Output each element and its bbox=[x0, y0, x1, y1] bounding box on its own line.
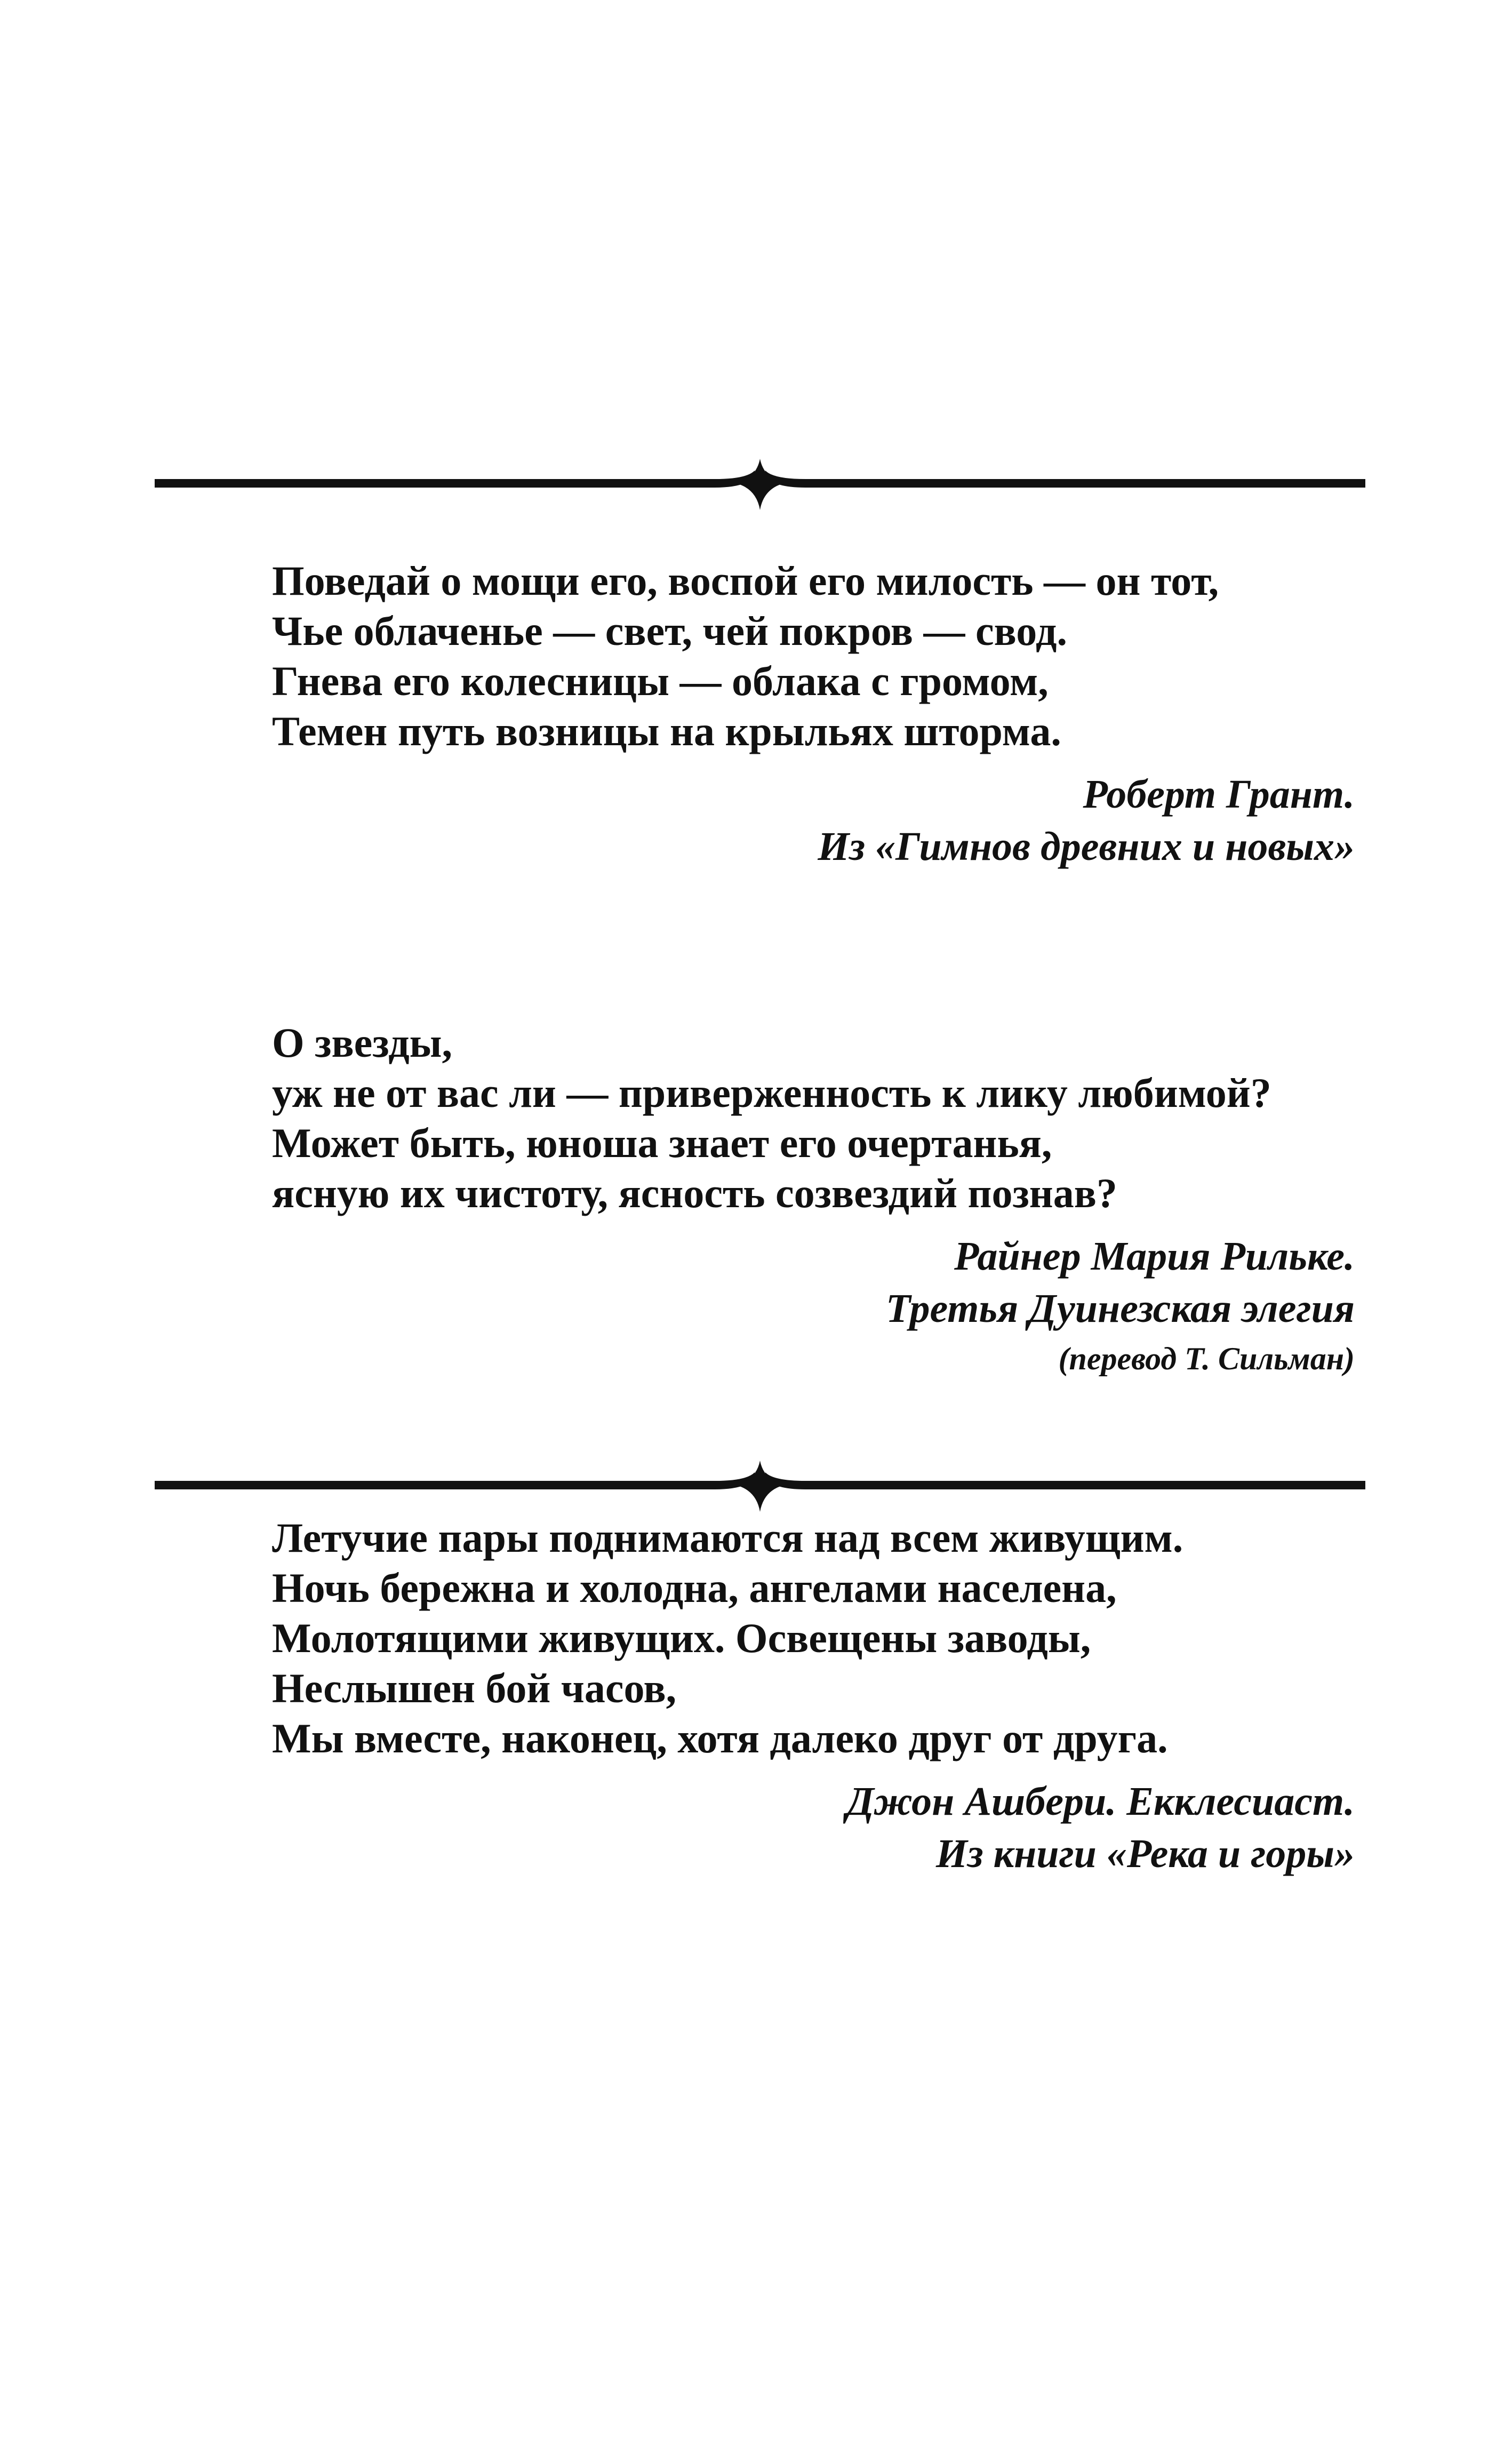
attribution-author: Райнер Мария Рильке. bbox=[954, 1234, 1355, 1279]
attribution-source: Из «Гимнов древних и новых» bbox=[818, 824, 1355, 869]
epigraph-ashbery bbox=[272, 1513, 1355, 1880]
attribution bbox=[272, 1775, 1355, 1880]
attribution-translator: (перевод Т. Сильман) bbox=[1058, 1341, 1355, 1376]
verse-line: Может быть, юноша знает его очертанья, bbox=[272, 1120, 1052, 1166]
bottom-star-divider-icon bbox=[155, 1456, 1365, 1515]
verse-line: Чье облаченье — свет, чей покров — свод. bbox=[272, 608, 1067, 654]
verse-line: О звезды, bbox=[272, 1019, 453, 1066]
attribution bbox=[272, 768, 1355, 873]
verse-line: Темен путь возницы на крыльях шторма. bbox=[272, 708, 1061, 754]
verse-line: Ночь бережна и холодна, ангелами населена, bbox=[272, 1565, 1117, 1611]
verse-line: Летучие пары поднимаются над всем живущим. bbox=[272, 1514, 1183, 1561]
verse-line: ясную их чистоту, ясность созвездий познав? bbox=[272, 1170, 1117, 1216]
attribution-source: Из книги «Река и горы» bbox=[935, 1831, 1355, 1876]
attribution-author: Джон Ашбери. Екклесиаст. bbox=[846, 1779, 1355, 1824]
verse-line: Молотящими живущих. Освещены заводы, bbox=[272, 1615, 1091, 1661]
top-star-divider-icon bbox=[155, 454, 1365, 513]
verse-line: уж не от вас ли — приверженность к лику любимой? bbox=[272, 1070, 1271, 1116]
verse-line: Поведай о мощи его, воспой его милость — он тот, bbox=[272, 557, 1219, 604]
epigraph-grant bbox=[272, 556, 1355, 873]
attribution-source: Третья Дуинезская элегия bbox=[885, 1286, 1355, 1331]
attribution bbox=[272, 1230, 1355, 1383]
epigraph-rilke bbox=[272, 1018, 1355, 1383]
verse-lines bbox=[272, 1513, 1355, 1764]
verse-line: Неслышен бой часов, bbox=[272, 1665, 677, 1711]
attribution-author: Роберт Грант. bbox=[1083, 772, 1355, 817]
verse-line: Гнева его колесницы — облака с громом, bbox=[272, 658, 1049, 704]
verse-lines bbox=[272, 1018, 1355, 1218]
verse-line: Мы вместе, наконец, хотя далеко друг от друга. bbox=[272, 1715, 1168, 1761]
verse-lines bbox=[272, 556, 1355, 756]
